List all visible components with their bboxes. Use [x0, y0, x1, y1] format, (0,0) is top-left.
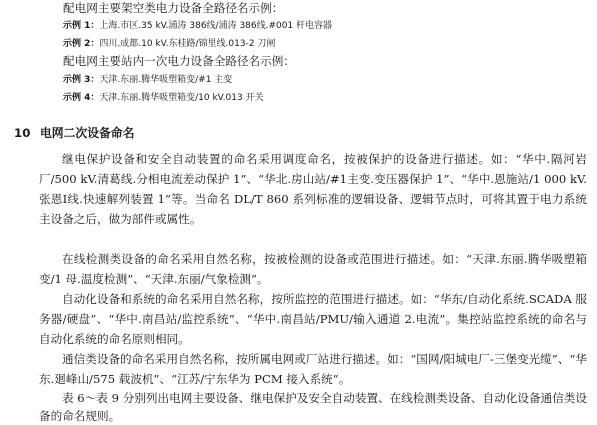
- section-heading: [14, 126, 134, 140]
- paragraph-tables-summary: 表 6～表 9 分别列出电网主要设备、继电保护及安全自动装置、在线检测类设备、自动化设备通信类设备的命名规则。: [39, 391, 587, 423]
- example-3: [63, 74, 232, 86]
- section-number: 10: [14, 126, 31, 140]
- example-text: 上海.市区.35 kV.浦涛 386线/浦涛 386线.#001 杆电容器: [99, 21, 333, 31]
- paragraph-automation: 自动化设备和系统的命名采用自然名称，按所监控的范围进行描述。如：“华东/自动化系统.SCADA 服务器/硬盘”、“华中.南昌站/监控系统”、“华中.南昌站/PMU/输入通道 2.电流”。集控站监控系统的命名与自动化系统的命名原则相同。: [39, 292, 587, 346]
- example-label: 示例 3：: [63, 75, 100, 85]
- example-label: 示例 4：: [63, 93, 100, 103]
- example-text: 天津.东丽.腾华吸塑箱变/#1 主变: [99, 75, 233, 85]
- paragraph-online-monitoring: 在线检测类设备的命名采用自然名称，按被检测的设备或范围进行描述。如：“天津.东丽.腾华吸塑箱变/1 母.温度检测”、“天津.东丽/气象检测”。: [39, 252, 587, 286]
- example-label: 示例 2：: [63, 39, 100, 49]
- section-title: 电网二次设备命名: [40, 126, 135, 140]
- example-label: 示例 1：: [63, 21, 100, 31]
- example-text: 四川.成都.10 kV.东桂路/锦里线.013-2 刀闸: [99, 39, 276, 49]
- paragraph-relay-protection: 继电保护设备和安全自动装置的命名采用调度命名，按被保护的设备进行描述。如：“华中.隔河岩厂/500 kV.清葛线.分相电流差动保护 1”、“华北.房山站/#1主变.变压器保护 1”、“华中.恩施站/1 000 kV.张恩Ⅰ线.快速解列装置 1”等。当命名 DL/T 860 系列标准的逻辑设备、逻辑节点时，可将其置于电力系统主设备之后，做为部件或属性。: [39, 152, 587, 226]
- substation-examples-heading: 配电网主要站内一次电力设备全路径名示例：: [63, 54, 295, 68]
- overhead-examples-heading: 配电网主要架空类电力设备全路径名示例：: [63, 1, 284, 15]
- example-text: 天津.东丽.腾华吸塑箱变/10 kV.013 开关: [99, 93, 264, 103]
- example-4: [63, 92, 264, 104]
- example-1: [63, 20, 332, 32]
- example-2: [63, 38, 275, 50]
- paragraph-communication: 通信类设备的命名采用自然名称，按所属电网或厂站进行描述。如：“国网/阳城电厂-三堡变光缆”、“华东.廻峰山/575 载波机”、“江苏/宁东华为 PCM 接入系统”。: [39, 352, 587, 386]
